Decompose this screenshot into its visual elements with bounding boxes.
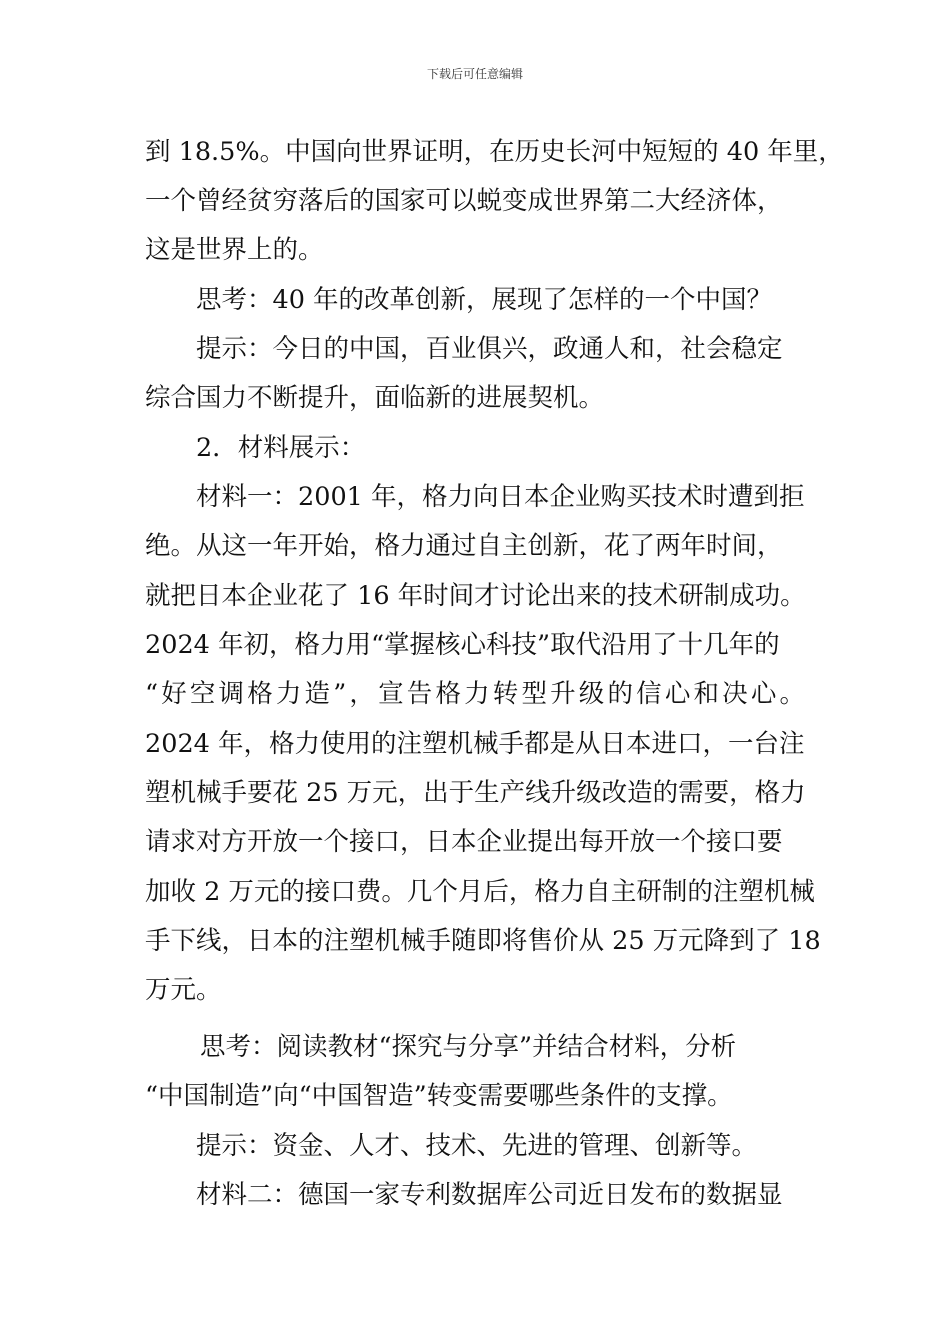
text-line: 手下线，日本的注塑机械手随即将售价从 25 万元降到了 18 xyxy=(145,926,821,956)
section-heading: 2．材料展示： xyxy=(196,433,366,463)
text-line: 万元。 xyxy=(145,975,222,1005)
text-line: 到 18.5%。中国向世界证明，在历史长河中短短的 40 年里， xyxy=(145,137,844,167)
text-line: 加收 2 万元的接口费。几个月后，格力自主研制的注塑机械 xyxy=(145,877,815,907)
text-line: 思考：阅读教材“探究与分享”并结合材料，分析 xyxy=(200,1032,737,1062)
text-line: 提示：资金、人才、技术、先进的管理、创新等。 xyxy=(196,1131,758,1161)
text-line: “好空调格力造”，宣告格力转型升级的信心和决心。 xyxy=(145,679,805,709)
text-line: 材料二：德国一家专利数据库公司近日发布的数据显 xyxy=(196,1180,783,1210)
text-line: 这是世界上的。 xyxy=(145,235,324,265)
text-line: 塑机械手要花 25 万元，出于生产线升级改造的需要，格力 xyxy=(145,778,806,808)
text-line: “中国制造”向“中国智造”转变需要哪些条件的支撑。 xyxy=(145,1081,733,1111)
text-line: 就把日本企业花了 16 年时间才讨论出来的技术研制成功。 xyxy=(145,581,806,611)
text-line: 材料一：2001 年，格力向日本企业购买技术时遭到拒 xyxy=(196,482,805,512)
text-line: 提示：今日的中国，百业俱兴，政通人和，社会稳定 xyxy=(196,334,783,364)
text-line: 思考：40 年的改革创新，展现了怎样的一个中国？ xyxy=(196,285,773,315)
text-line: 请求对方开放一个接口，日本企业提出每开放一个接口要 xyxy=(145,827,783,857)
text-line: 2024 年，格力使用的注塑机械手都是从日本进口，一台注 xyxy=(145,729,805,759)
text-line: 综合国力不断提升，面临新的进展契机。 xyxy=(145,383,605,413)
text-line: 一个曾经贫穷落后的国家可以蜕变成世界第二大经济体， xyxy=(145,186,783,216)
text-line: 2024 年初，格力用“掌握核心科技”取代沿用了十几年的 xyxy=(145,630,780,660)
page-header: 下载后可任意编辑 xyxy=(426,67,523,81)
text-line: 绝。从这一年开始，格力通过自主创新，花了两年时间， xyxy=(145,531,783,561)
